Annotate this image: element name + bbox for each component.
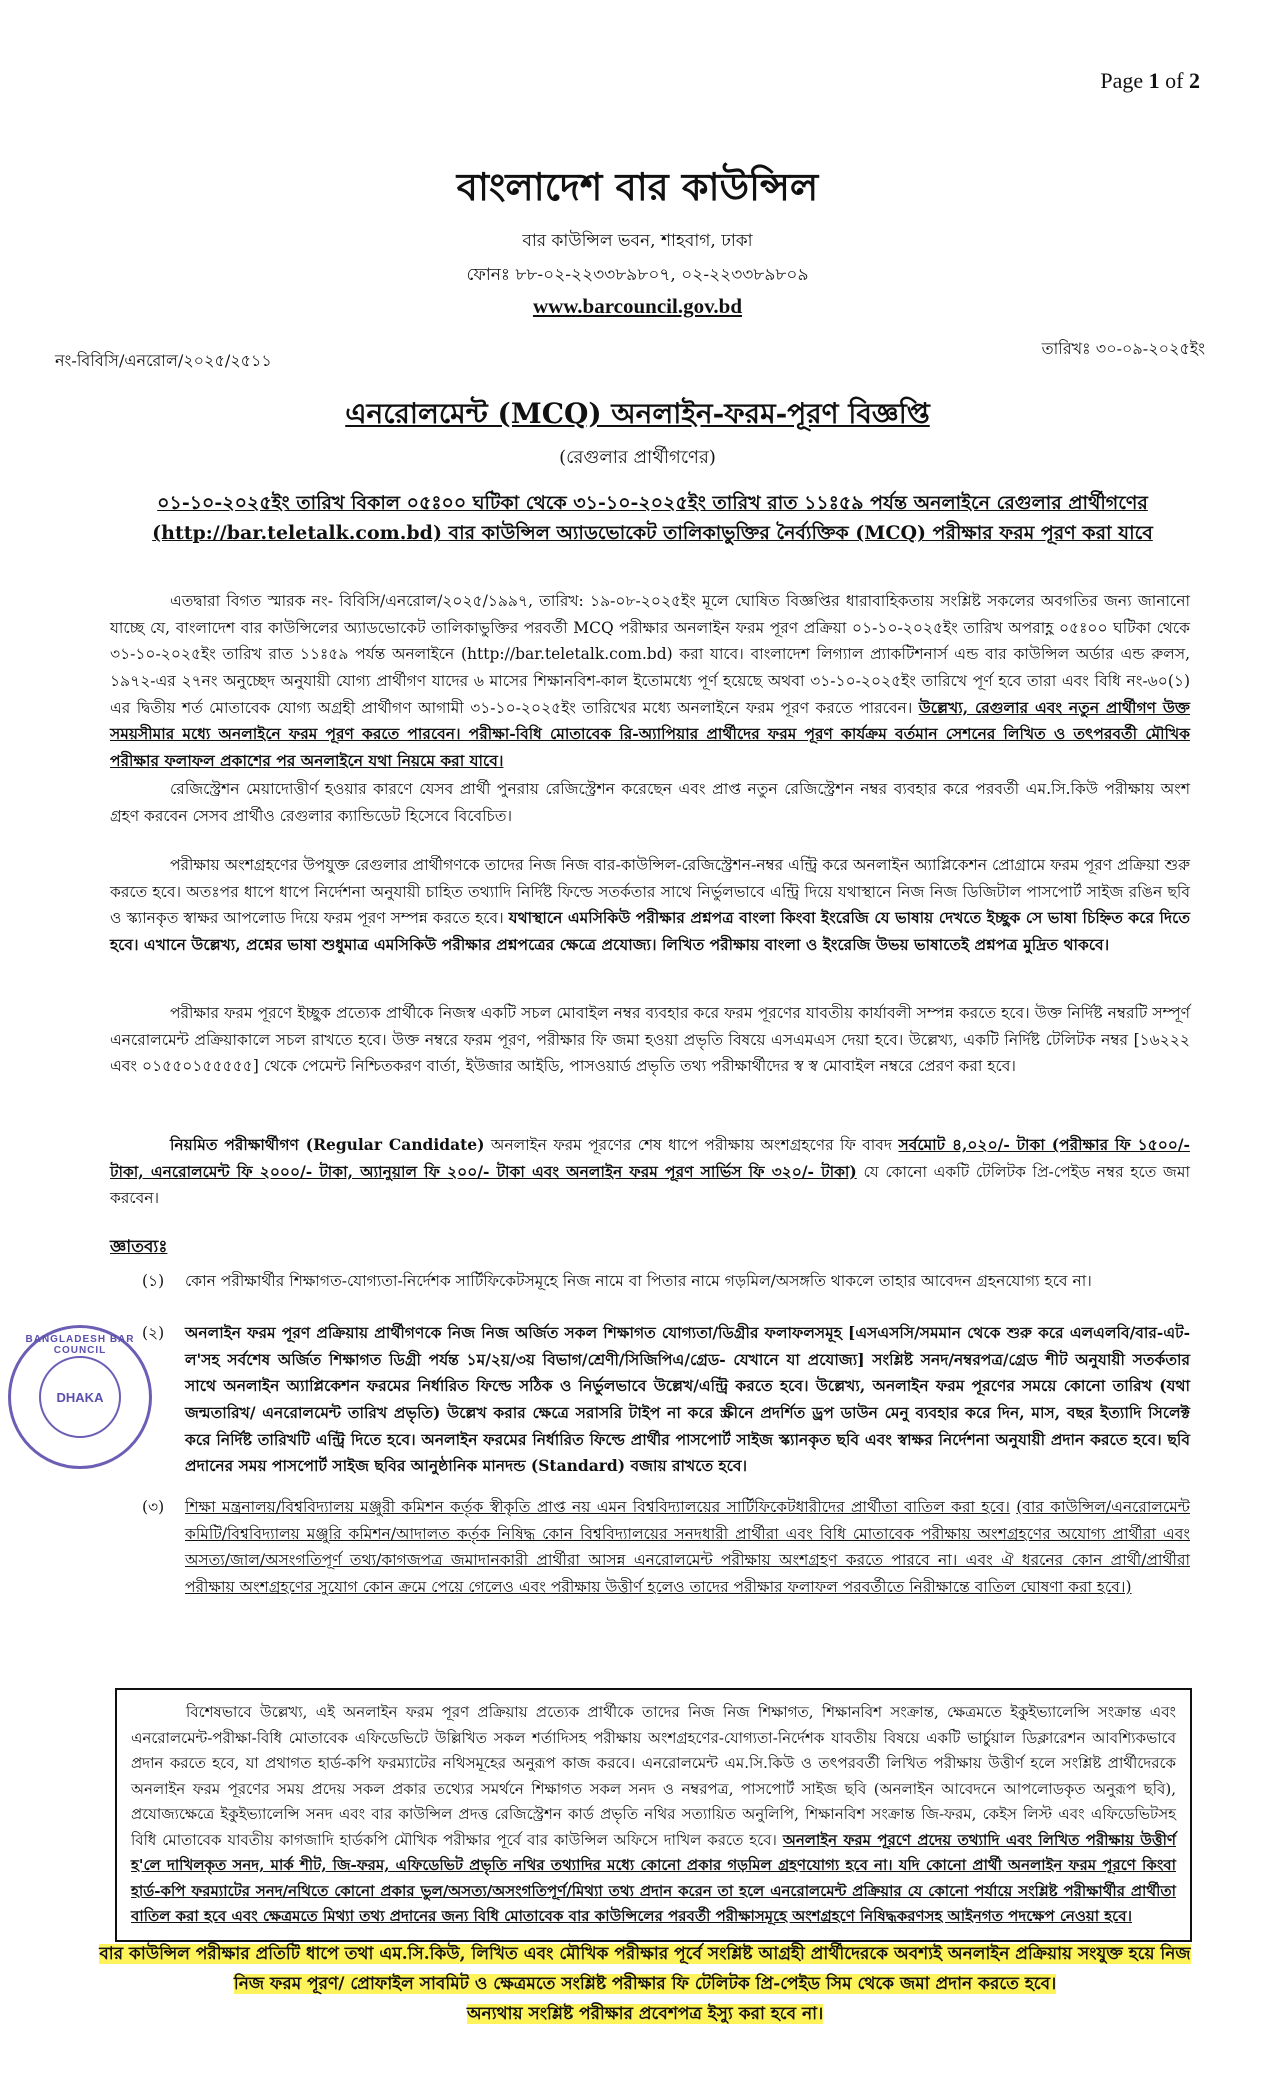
lead-statement: ০১-১০-২০২৫ইং তারিখ বিকাল ০৫ঃ০০ ঘটিকা থেকে ৩১-১০-২০২৫ইং তারিখ রাত ১১ঃ৫৯ পর্যন্ত অনলাইনে রেগুলার প্রার্থীগণের (http://bar.teletalk.com.bd) বার কাউন্সিল অ্যাডভোকেট তালিকাভুক্তির নৈর্ব্যক্তিক (MCQ) পরীক্ষার ফরম পূরণ করা যাবে: [152, 492, 1153, 545]
phone: ফোনঃ ৮৮-০২-২২৩৩৮৯৮০৭, ০২-২২৩৩৮৯৮০৯: [466, 265, 809, 285]
paragraph-4: পরীক্ষার ফরম পূরণে ইচ্ছুক প্রত্যেক প্রার্থীকে নিজস্ব একটি সচল মোবাইল নম্বর ব্যবহার করে ফরম পূরণের যাবতীয় কার্যাবলী সম্পন্ন করতে হবে। উক্ত নির্দিষ্ট নম্বরটি সম্পূর্ণ এনরোলমেন্ট প্রক্রিয়াকালে সচল রাখতে হবে। উক্ত নম্বরে ফরম পূরণ, পরীক্ষার ফি জমা হওয়া প্রভৃতি বিষয়ে এসএমএস দেয়া হবে। উল্লেখ্য, একটি নির্দিষ্ট টেলিটক নম্বর [১৬২২২ এবং ০১৫৫০১৫৫৫৫৫] থেকে পেমেন্ট নিশ্চিতকরণ বার্তা, ইউজার আইডি, পাসওয়ার্ড প্রভৃতি তথ্য পরীক্ষার্থীদের স্ব স্ব মোবাইল নম্বরে প্রেরণ করা হবে।: [110, 1004, 1190, 1076]
title: এনরোলমেন্ট (MCQ) অনলাইন-ফরম-পূরণ বিজ্ঞপ্তি: [345, 397, 930, 430]
notes-heading: জ্ঞাতব্যঃ: [110, 1237, 168, 1257]
page-number: Page 1 of 2: [1100, 68, 1200, 93]
website-link[interactable]: www.barcouncil.gov.bd: [532, 294, 743, 318]
note-1: (১) কোন পরীক্ষার্থীর শিক্ষাগত-যোগ্যতা-নির্দেশক সার্টিফিকেটসমূহে নিজ নামে বা পিতার নামে গড়মিল/অসঙ্গতি থাকলে তাহার আবেদন গ্রহনযোগ্য হবে না।: [142, 1272, 1092, 1290]
highlight-line-1: বার কাউন্সিল পরীক্ষার প্রতিটি ধাপে তথা এম.সি.কিউ, লিখিত এবং মৌখিক পরীক্ষার পূর্বে সংশ্লিষ্ট আগ্রহী প্রার্থীদেরকে অবশ্যই অনলাইন প্রক্রিয়ায় সংযুক্ত হয়ে নিজ নিজ ফরম পূরণ/ প্রোফাইল সাবমিট ও ক্ষেত্রমতে সংশ্লিষ্ট পরীক্ষার ফি টেলিটক প্রি-পেইড সিম থেকে জমা প্রদান করতে হবে।: [99, 1944, 1191, 1994]
organization-name: বাংলাদেশ বার কাউন্সিল: [456, 164, 819, 209]
reference-row: [55, 339, 1205, 375]
note-3: (৩) শিক্ষা মন্ত্রনালয়/বিশ্ববিদ্যালয় মঞ্জুরী কমিশন কর্তৃক স্বীকৃতি প্রাপ্ত নয় এমন বিশ্ববিদ্যালয়ের সার্টিফিকেটধারীদের প্রার্থীতা বাতিল করা হবে। (বার কাউন্সিল/এনরোলমেন্ট কমিটি/বিশ্ববিদ্যালয় মঞ্জুরি কমিশন/আদালত কর্তৃক নিষিদ্ধ কোন বিশ্ববিদ্যালয়ের সনদধারী প্রার্থীরা এবং বিধি মোতাবেক পরীক্ষায় অংশগ্রহণের অযোগ্য প্রার্থীরা এবং অসত্য/জাল/অসংগতিপূর্ণ তথ্য/কাগজপত্র জমাদানকারী প্রার্থীরা আসন্ন এনরোলমেন্ট পরীক্ষায় অংশগ্রহণ করতে পারবে না। এবং ঐ ধরনের কোন প্রার্থী/প্রার্থীরা পরীক্ষায় অংশগ্রহণের সুযোগ কোন ক্রমে পেয়ে গেলেও এবং পরীক্ষায় উত্তীর্ণ হলেও তাদের পরীক্ষার ফলাফল পরবর্তীতে নিরীক্ষান্তে বাতিল ঘোষণা করা হবে।): [142, 1498, 1190, 1596]
letterhead: [0, 158, 1275, 319]
note-2: (২) অনলাইন ফরম পূরণ প্রক্রিয়ায় প্রার্থীগণকে নিজ নিজ অর্জিত সকল শিক্ষাগত যোগ্যতা/ডিগ্রীর ফলাফলসমূহ [এসএসসি/সমমান থেকে শুরু করে এলএলবি/বার-এট-ল'সহ সর্বশেষ অর্জিত শিক্ষাগত ডিগ্রী পর্যন্ত ১ম/২য়/৩য় বিভাগ/শ্রেণী/সিজিপিএ/গ্রেড- যেখানে যা প্রযোজ্য] সংশ্লিষ্ট সনদ/নম্বরপত্র/গ্রেড শীট অনুযায়ী সতর্কতার সাথে অনলাইন অ্যাপ্লিকেশন ফরমের নির্ধারিত ফিল্ডে সঠিক ও নির্ভুলভাবে উল্লেখ/এন্ট্রি করতে হবে। উল্লেখ্য, অনলাইন ফরম পূরণের সময়ে কোনো তারিখ (যথা জন্মতারিখ/ এনরোলমেন্ট তারিখ প্রভৃতি) উল্লেখ করার ক্ষেত্রে সরাসরি টাইপ না করে স্ক্রীনে প্রদর্শিত ড্রপ ডাউন মেনু ব্যবহার করে দিন, মাস, বছর ইত্যাদি সিলেক্ট করে নির্দিষ্ট তারিখটি এন্ট্রি দিতে হবে। অনলাইন ফরমের নির্ধারিত ফিল্ডে প্রার্থীর পাসপোর্ট সাইজ স্ক্যানকৃত ছবি এবং স্বাক্ষর নির্দেশনা অনুযায়ী প্রদান করতে হবে। ছবি প্রদানের সময় পাসপোর্ট সাইজ ছবির আনুষ্ঠানিক মানদন্ড (Standard) বজায় রাখতে হবে।: [142, 1323, 1190, 1476]
notice-title: [0, 392, 1275, 474]
highlight-line-2: অন্যথায় সংশ্লিষ্ট পরীক্ষার প্রবেশপত্র ইস্যু করা হবে না।: [466, 2003, 824, 2024]
address: বার কাউন্সিল ভবন, শাহবাগ, ঢাকা: [522, 231, 753, 251]
paragraph-1: এতদ্বারা বিগত স্মারক নং- বিবিসি/এনরোল/২০২৫/১৯৯৭, তারিখ: ১৯-০৮-২০২৫ইং মূলে ঘোষিত বিজ্ঞপ্তির ধারাবাহিকতায় সংশ্লিষ্ট সকলের অবগতির জন্য জানানো যাচ্ছে যে, বাংলাদেশ বার কাউন্সিলের অ্যাডভোকেট তালিকাভুক্তির পরবর্তী MCQ পরীক্ষার অনলাইন ফরম পূরণ প্রক্রিয়া ০১-১০-২০২৫ইং তারিখ অপরাহ্ণ ০৫ঃ০০ ঘটিকা থেকে ৩১-১০-২০২৫ইং তারিখ রাত ১১ঃ৫৯ পর্যন্ত অনলাইনে (http://bar.teletalk.com.bd) করা যাবে। বাংলাদেশ লিগ্যাল প্র্যাকটিশনার্স এন্ড বার কাউন্সিল অর্ডার এন্ড রুলস, ১৯৭২-এর ২৭নং অনুচ্ছেদ অনুযায়ী যোগ্য প্রার্থীগণ যাদের ৬ মাসের শিক্ষানবিশ-কাল ইতোমধ্যে পূর্ণ হয়েছে অথবা ৩১-১০-২০২৫ইং তারিখে পূর্ণ হবে তারা এবং বিধি নং-৬০(১) এর দ্বিতীয় শর্ত মোতাবেক যোগ্য অগ্রহী প্রার্থীগণ আগামী ৩১-১০-২০২৫ইং তারিখের মধ্যে অনলাইনে ফরম পূরণ করতে পারবেন। উল্লেখ্য, রেগুলার এবং নতুন প্রার্থীগণ উক্ত সময়সীমার মধ্যে অনলাইনে ফরম পূরণ করতে পারবেন। পরীক্ষা-বিধি মোতাবেক রি-অ্যাপিয়ার প্রার্থীদের ফরম পূরণ কার্যক্রম বর্তমান সেশনের লিখিত ও তৎপরবর্তী মৌখিক পরীক্ষার ফলাফল প্রকাশের পর অনলাইনে যথা নিয়মে করা যাবে।: [110, 592, 1190, 770]
highlighted-instruction: [95, 1940, 1195, 2029]
paragraph-3: পরীক্ষায় অংশগ্রহণের উপযুক্ত রেগুলার প্রার্থীগণকে তাদের নিজ নিজ বার-কাউন্সিল-রেজিস্ট্রেশন-নম্বর এন্ট্রি করে অনলাইন অ্যাপ্লিকেশন প্রোগ্রামে ফরম পূরণ প্রক্রিয়া শুরু করতে হবে। অতঃপর ধাপে ধাপে নির্দেশনা অনুযায়ী চাহিত তথ্যাদি নির্দিষ্ট ফিল্ডে সতর্কতার সাথে নির্ভুলভাবে এন্ট্রি দিয়ে যথাস্থানে নিজ নিজ ডিজিটাল পাসপোর্ট সাইজ রঙিন ছবি ও স্ক্যানকৃত স্বাক্ষর আপলোড দিয়ে ফরম পূরণ সম্পন্ন করতে হবে। যথাস্থানে এমসিকিউ পরীক্ষার প্রশ্নপত্র বাংলা কিংবা ইংরেজি যে ভাষায় দেখতে ইচ্ছুক সে ভাষা চিহ্নিত করে দিতে হবে। এখানে উল্লেখ্য, প্রশ্নের ভাষা শুধুমাত্র এমসিকিউ পরীক্ষার প্রশ্নপত্রের ক্ষেত্রে প্রযোজ্য। লিখিত পরীক্ষায় বাংলা ও ইংরেজি উভয় ভাষাতেই প্রশ্নপত্র মুদ্রিত থাকবে।: [110, 856, 1190, 954]
special-notice-box: বিশেষভাবে উল্লেখ্য, এই অনলাইন ফরম পূরণ প্রক্রিয়ায় প্রত্যেক প্রার্থীকে তাদের নিজ নিজ শিক্ষাগত, শিক্ষানবিশ সংক্রান্ত, ক্ষেত্রমতে ইকুইভ্যালেন্সি সংক্রান্ত এবং এনরোলমেন্ট-পরীক্ষা-বিধি মোতাবেক এফিডেভিটে উল্লিখিত সকল শর্তাদিসহ পরীক্ষায় অংশগ্রহণের-যোগ্যতা-নির্দেশক যাবতীয় বিষয়ে একটি ভার্চুয়াল ডিক্লারেশন আবশ্যিকভাবে প্রদান করতে হবে, যা প্রথাগত হার্ড-কপি ফরম্যাটের নথিসমূহের অনুরূপ কাজ করবে। এনরোলমেন্ট এম.সি.কিউ ও তৎপরবর্তী লিখিত পরীক্ষায় উত্তীর্ণ হলে সংশ্লিষ্ট প্রার্থীদেরকে অনলাইন ফরম পূরণের সময় প্রদেয় সকল প্রকার তথ্যের সমর্থনে শিক্ষাগত সকল সনদ ও নম্বরপত্র, পাসপোর্ট সাইজ ছবি (অনলাইন আবেদনে আপলোডকৃত অনুরূপ ছবি), প্রযোজ্যক্ষেত্রে ইকুইভ্যালেন্সি সনদ এবং বার কাউন্সিল প্রদত্ত রেজিস্ট্রেশন কার্ড প্রভৃতি নথির সত্যায়িত অনুলিপি, শিক্ষানবিশ সংক্রান্ত জি-ফরম, কেইস লিস্ট এবং এফিডেভিটসহ বিধি মোতাবেক যাবতীয় কাগজাদি হার্ডকপি মৌখিক পরীক্ষার পূর্বে বার কাউন্সিল অফিসে দাখিল করতে হবে। অনলাইন ফরম পূরণে প্রদেয় তথ্যাদি এবং লিখিত পরীক্ষায় উত্তীর্ণ হ'লে দাখিলকৃত সনদ, মার্ক শীট, জি-ফরম, এফিডেভিট প্রভৃতি নথির তথ্যাদির মধ্যে কোনো প্রকার গড়মিল গ্রহণযোগ্য হবে না। যদি কোনো প্রার্থী অনলাইন ফরম পূরণে কিংবা হার্ড-কপি ফরম্যাটের সনদ/নথিতে কোনো প্রকার ভুল/অসত্য/অসংগতিপূর্ণ/মিথ্যা তথ্য প্রদান করেন তা হলে এনরোলমেন্ট প্রক্রিয়ার যে কোনো পর্যায়ে সংশ্লিষ্ট পরীক্ষার্থীর প্রার্থীতা বাতিল করা হবে এবং ক্ষেত্রমতে মিথ্যা তথ্য প্রদানের জন্য বিধি মোতাবেক বার কাউন্সিলের পরবর্তী পরীক্ষাসমূহে অংশগ্রহণে নিষিদ্ধকরণসহ আইনগত পদক্ষেপ নেওয়া হবে।: [115, 1688, 1192, 1942]
subtitle: (রেগুলার প্রার্থীগণের): [559, 447, 716, 468]
paragraph-5: নিয়মিত পরীক্ষার্থীগণ (Regular Candidate) অনলাইন ফরম পূরণের শেষ ধাপে পরীক্ষায় অংশগ্রহণের ফি বাবদ সর্বমোট ৪,০২০/- টাকা (পরীক্ষার ফি ১৫০০/- টাকা, এনরোলমেন্ট ফি ২০০০/- টাকা, অ্যানুয়াল ফি ২০০/- টাকা এবং অনলাইন ফরম পূরণ সার্ভিস ফি ৩২০/- টাকা) যে কোনো একটি টেলিটক প্রি-পেইড নম্বর হতে জমা করবেন।: [110, 1135, 1190, 1208]
reference-number: নং-বিবিসি/এনরোল/২০২৫/২৫১১: [55, 351, 272, 370]
paragraph-2: রেজিস্ট্রেশন মেয়াদোত্তীর্ণ হওয়ার কারণে যেসব প্রার্থী পুনরায় রেজিস্ট্রেশন করেছেন এবং প্রাপ্ত নতুন রেজিস্ট্রেশন নম্বর ব্যবহার করে পরবর্তী এম.সি.কিউ পরীক্ষায় অংশ গ্রহণ করবেন সেসব প্রার্থীও রেগুলার ক্যান্ডিডেট হিসেবে বিবেচিত।: [110, 780, 1190, 825]
bar-council-seal: BANGLADESH BAR COUNCIL DHAKA: [8, 1325, 152, 1469]
issue-date: তারিখঃ ৩০-০৯-২০২৫ইং: [1041, 339, 1205, 358]
